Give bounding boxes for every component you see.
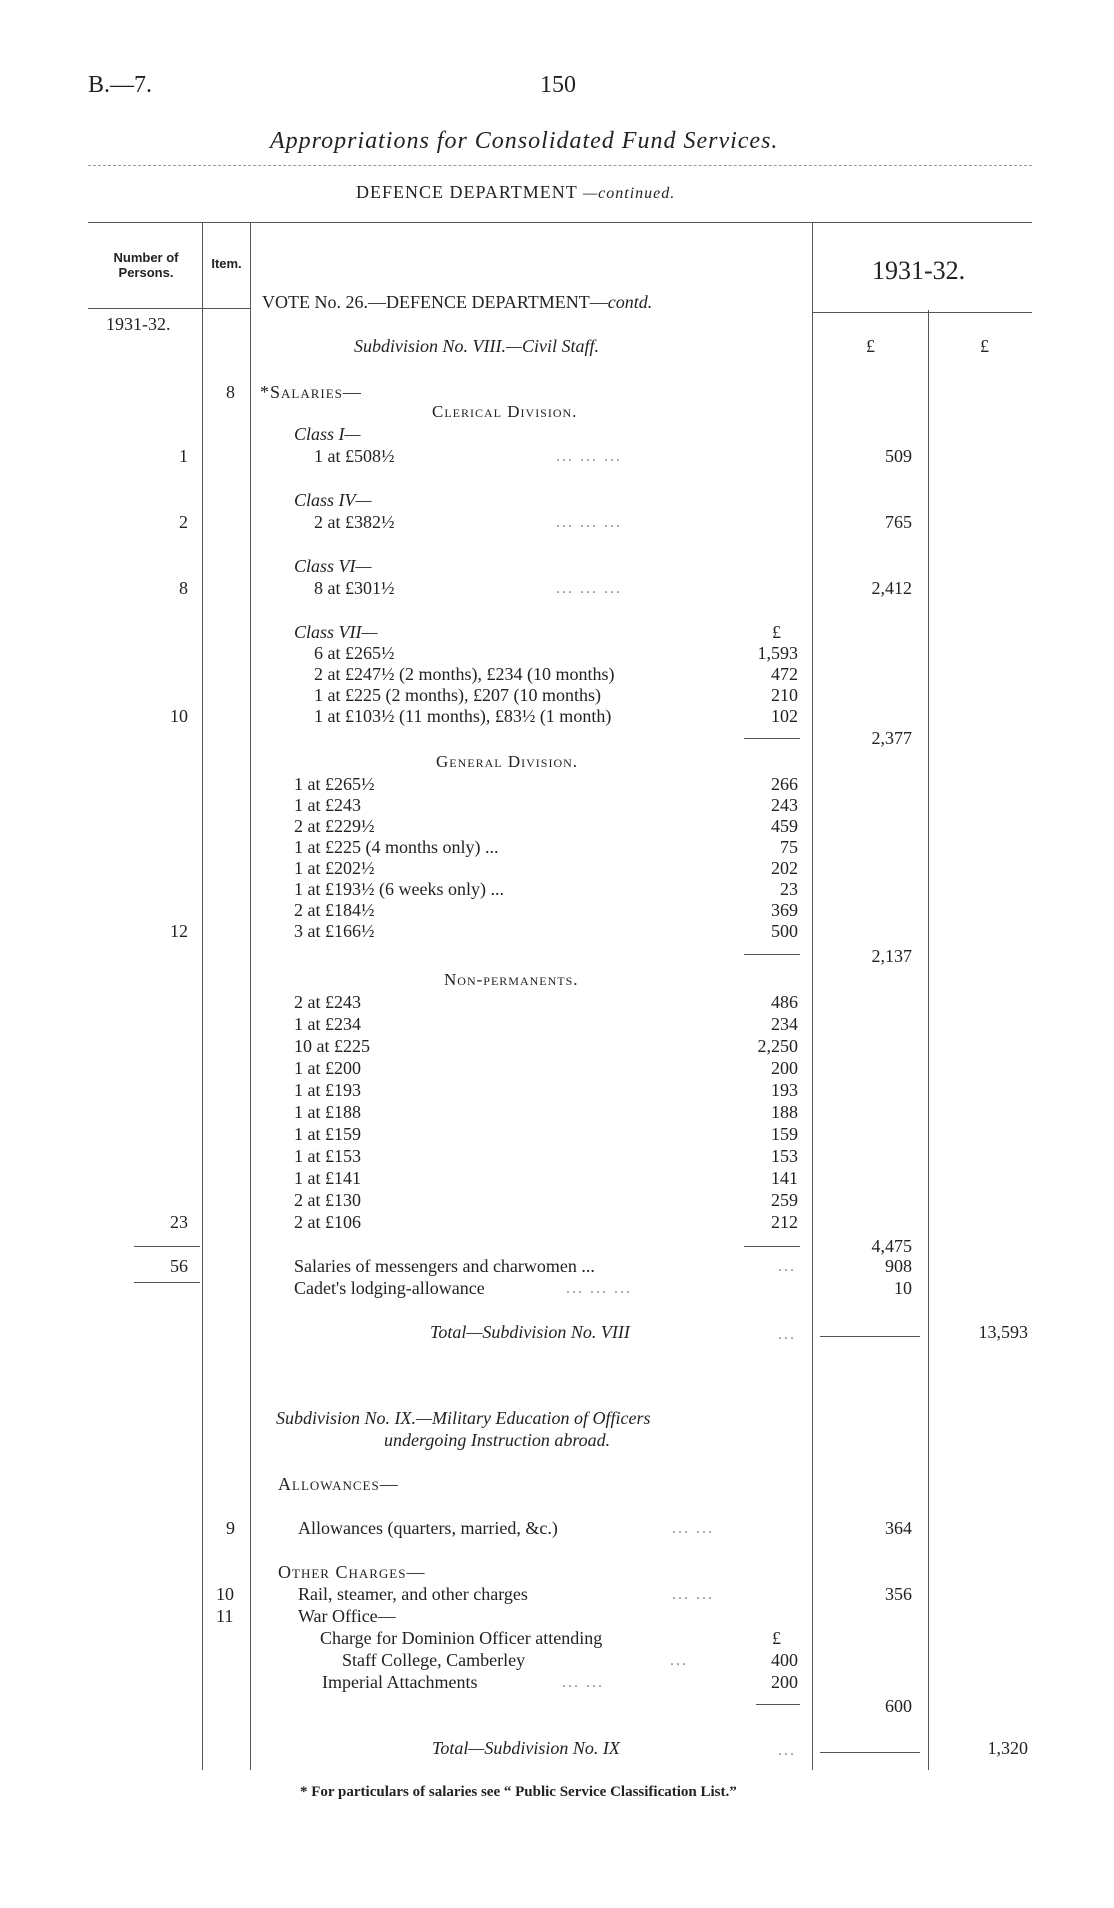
class-4-amount: 765 [885, 512, 912, 532]
persons-column-header: Number of Persons. [113, 250, 179, 280]
subdivision-9-total-label: Total—Subdivision No. IX [432, 1738, 620, 1758]
class-7-line: 2 at £247½ (2 months), £234 (10 months) [314, 664, 615, 684]
item-number: 8 [226, 382, 235, 402]
leader-dots: ... ... [562, 1674, 604, 1691]
item-column-header: Item. [211, 256, 242, 271]
nonperm-line: 1 at £159 [294, 1124, 361, 1144]
item-number: 11 [216, 1606, 234, 1626]
total-rule [820, 1336, 920, 1337]
nonperm-amount: 234 [771, 1014, 798, 1034]
clerical-division-heading: Clerical Division. [432, 402, 578, 421]
desc-amount-divider [812, 222, 813, 1770]
item-number: 9 [226, 1518, 235, 1538]
general-line: 3 at £166½ [294, 921, 375, 941]
general-amount: 369 [771, 900, 798, 920]
nonperm-line: 1 at £153 [294, 1146, 361, 1166]
nonperm-line: 10 at £225 [294, 1036, 370, 1056]
class-6-heading: Class VI— [294, 556, 372, 576]
subdivision-9-subtitle: undergoing Instruction abroad. [384, 1430, 611, 1450]
general-line: 1 at £225 (4 months only) ... [294, 837, 499, 857]
class-7-amount: 472 [771, 664, 798, 684]
general-amount: 23 [780, 879, 798, 899]
subtotal-rule [744, 954, 800, 955]
non-permanents-heading: Non-permanents. [444, 970, 579, 989]
war-office-heading: War Office— [298, 1606, 396, 1626]
subdivision-8-total: 13,593 [978, 1322, 1028, 1342]
nonperm-amount: 486 [771, 992, 798, 1012]
staff-college-amount: 400 [771, 1650, 798, 1670]
footnote: * For particulars of salaries see “ Public Service Classification List.” [300, 1784, 737, 1800]
general-amount: 243 [771, 795, 798, 815]
nonperm-line: 1 at £188 [294, 1102, 361, 1122]
class-7-line: 6 at £265½ [314, 643, 395, 663]
class-7-amount: 210 [771, 685, 798, 705]
general-division-heading: General Division. [436, 752, 579, 771]
class-4-heading: Class IV— [294, 490, 372, 510]
allowances-line: Allowances (quarters, married, &c.) [298, 1518, 558, 1538]
class-7-persons: 10 [170, 706, 188, 726]
nonperm-amount: 188 [771, 1102, 798, 1122]
other-charges-heading: Other Charges— [278, 1562, 426, 1582]
leader-dots: ... ... [672, 1520, 714, 1537]
cadet-line: Cadet's lodging-allowance [294, 1278, 485, 1298]
persons-subtotal-rule [134, 1246, 200, 1247]
subdivision-9-total: 1,320 [987, 1738, 1028, 1758]
title-rule [88, 165, 1032, 166]
pound-sign: £ [772, 1628, 781, 1648]
department-heading: DEFENCE DEPARTMENT —continued. [356, 182, 676, 202]
class-7-pound-sign: £ [772, 622, 781, 642]
subdivision-9-title: Subdivision No. IX.—Military Education of Officers [276, 1408, 651, 1428]
class-7-line: 1 at £225 (2 months), £207 (10 months) [314, 685, 601, 705]
general-amount: 266 [771, 774, 798, 794]
general-line: 1 at £202½ [294, 858, 375, 878]
class-7-heading: Class VII— [294, 622, 378, 642]
rail-amount: 356 [885, 1584, 912, 1604]
item-head-rule [202, 308, 250, 309]
nonperm-amount: 159 [771, 1124, 798, 1144]
imperial-attachments-amount: 200 [771, 1672, 798, 1692]
persons-total-rule [134, 1282, 200, 1283]
nonperm-line: 1 at £141 [294, 1168, 361, 1188]
leader-dots: ... [778, 1742, 796, 1759]
nonperm-amount: 259 [771, 1190, 798, 1210]
leader-dots: ... ... ... [556, 514, 622, 531]
nonperm-total: 4,475 [871, 1236, 912, 1256]
table-top-rule [88, 222, 1032, 223]
nonperm-line: 2 at £130 [294, 1190, 361, 1210]
leader-dots: ... ... ... [556, 448, 622, 465]
nonperm-line: 2 at £243 [294, 992, 361, 1012]
staff-college-line: Staff College, Camberley [342, 1650, 526, 1670]
year-column-header: 1931-32. [872, 256, 966, 285]
leader-dots: ... ... [672, 1586, 714, 1603]
pound-sign-col2: £ [980, 336, 989, 356]
general-persons: 12 [170, 921, 188, 941]
general-amount: 75 [780, 837, 798, 857]
subdivision-8-title: Subdivision No. VIII.—Civil Staff. [354, 336, 599, 356]
class-1-line: 1 at £508½ [314, 446, 395, 466]
persons-year-label: 1931-32. [106, 314, 171, 334]
nonperm-line: 1 at £234 [294, 1014, 361, 1034]
nonperm-amount: 212 [771, 1212, 798, 1232]
rail-line: Rail, steamer, and other charges [298, 1584, 528, 1604]
imperial-attachments-line: Imperial Attachments [322, 1672, 478, 1692]
dominion-officer-line: Charge for Dominion Officer attending [320, 1628, 603, 1648]
general-line: 1 at £243 [294, 795, 361, 815]
leader-dots: ... ... ... [556, 580, 622, 597]
subtotal-rule [756, 1704, 800, 1705]
leader-dots: ... [778, 1258, 796, 1275]
general-amount: 202 [771, 858, 798, 878]
page-number: 150 [540, 72, 576, 98]
nonperm-amount: 153 [771, 1146, 798, 1166]
cadet-amount: 10 [894, 1278, 912, 1298]
messengers-amount: 908 [885, 1256, 912, 1276]
nonperm-amount: 200 [771, 1058, 798, 1078]
war-office-total: 600 [885, 1696, 912, 1716]
nonperm-amount: 193 [771, 1080, 798, 1100]
subtotal-rule [744, 738, 800, 739]
pound-sign-col1: £ [866, 336, 875, 356]
persons-head-rule [88, 308, 202, 309]
class-4-line: 2 at £382½ [314, 512, 395, 532]
subdivision-8-total-label: Total—Subdivision No. VIII [430, 1322, 630, 1342]
class-1-amount: 509 [885, 446, 912, 466]
class-1-persons: 1 [179, 446, 188, 466]
general-line: 1 at £265½ [294, 774, 375, 794]
class-7-amount: 1,593 [757, 643, 798, 663]
general-total: 2,137 [871, 946, 912, 966]
leader-dots: ... [670, 1652, 688, 1669]
total-persons: 56 [170, 1256, 188, 1276]
nonperm-line: 2 at £106 [294, 1212, 361, 1232]
subtotal-rule [744, 1246, 800, 1247]
document-reference: B.—7. [88, 72, 153, 98]
allowances-amount: 364 [885, 1518, 912, 1538]
general-amount: 500 [771, 921, 798, 941]
vote-title: VOTE No. 26.—DEFENCE DEPARTMENT—contd. [262, 292, 653, 312]
nonperm-line: 1 at £193 [294, 1080, 361, 1100]
class-6-line: 8 at £301½ [314, 578, 395, 598]
nonperm-amount: 2,250 [757, 1036, 798, 1056]
class-7-total: 2,377 [871, 728, 912, 748]
nonperm-amount: 141 [771, 1168, 798, 1188]
amount-total-divider [928, 310, 929, 1770]
general-line: 2 at £229½ [294, 816, 375, 836]
item-desc-divider [250, 222, 251, 1770]
general-amount: 459 [771, 816, 798, 836]
amount-head-rule [812, 312, 1032, 313]
total-rule [820, 1752, 920, 1753]
class-6-persons: 8 [179, 578, 188, 598]
allowances-heading: Allowances— [278, 1474, 399, 1494]
persons-item-divider [202, 222, 203, 1770]
item-number: 10 [216, 1584, 234, 1604]
nonperm-persons: 23 [170, 1212, 188, 1232]
general-line: 2 at £184½ [294, 900, 375, 920]
nonperm-line: 1 at £200 [294, 1058, 361, 1078]
class-7-line: 1 at £103½ (11 months), £83½ (1 month) [314, 706, 612, 726]
messengers-line: Salaries of messengers and charwomen ... [294, 1256, 595, 1276]
class-4-persons: 2 [179, 512, 188, 532]
leader-dots: ... ... ... [566, 1280, 632, 1297]
class-7-amount: 102 [771, 706, 798, 726]
general-line: 1 at £193½ (6 weeks only) ... [294, 879, 504, 899]
page-title: Appropriations for Consolidated Fund Services. [270, 128, 779, 154]
class-6-amount: 2,412 [871, 578, 912, 598]
leader-dots: ... [778, 1326, 796, 1343]
salaries-heading: *Salaries— [260, 382, 362, 402]
class-1-heading: Class I— [294, 424, 361, 444]
